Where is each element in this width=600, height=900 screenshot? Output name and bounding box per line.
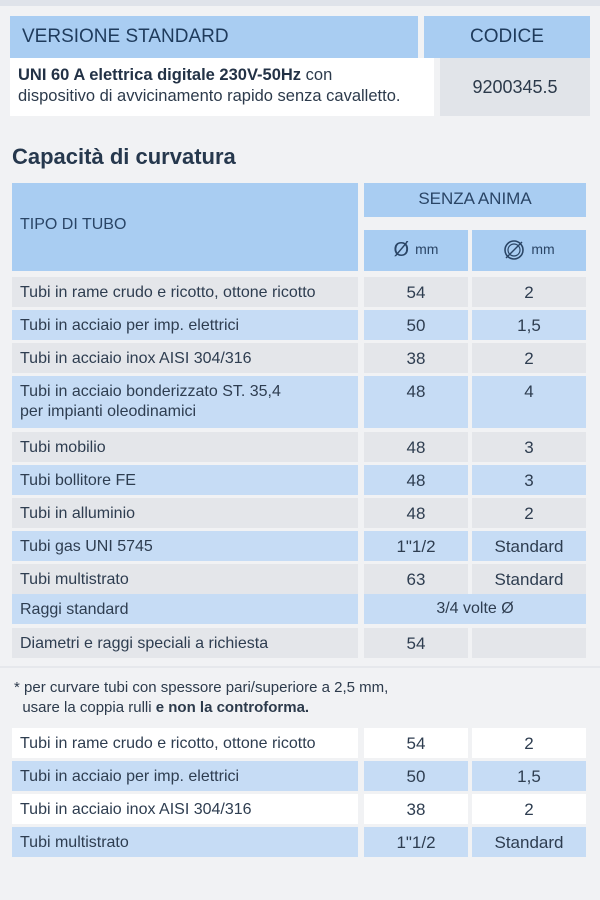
table-row	[12, 728, 586, 758]
divider	[0, 666, 600, 668]
row-diameter: 1"1/2	[364, 827, 468, 857]
column-header-thickness	[472, 230, 586, 271]
row-diameter: 48	[364, 498, 468, 528]
table-row	[12, 432, 586, 462]
table-row	[12, 564, 586, 594]
row-type: Tubi in rame crudo e ricotto, ottone ricotto	[12, 277, 358, 307]
row-diameter: 54	[364, 277, 468, 307]
column-header-type: TIPO DI TUBO	[12, 183, 358, 271]
table-row	[12, 628, 586, 658]
row-type	[12, 376, 358, 428]
row-thickness: 4	[472, 376, 586, 428]
row-type: Tubi in acciaio inox AISI 304/316	[12, 343, 358, 373]
table-row	[12, 465, 586, 495]
table-row	[12, 827, 586, 857]
row-thickness: Standard	[472, 564, 586, 594]
row-diameter: 50	[364, 310, 468, 340]
footnote-emphasis: e non la controforma.	[155, 699, 310, 716]
row-type: Raggi standard	[12, 594, 358, 624]
row-combined-value: 3/4 volte Ø	[364, 594, 586, 624]
row-thickness: Standard	[472, 827, 586, 857]
table-row	[12, 498, 586, 528]
row-thickness: 2	[472, 343, 586, 373]
row-diameter: 1"1/2	[364, 531, 468, 561]
row-thickness: 2	[472, 794, 586, 824]
row-type: Tubi in acciaio inox AISI 304/316	[12, 794, 358, 824]
row-thickness: Standard	[472, 531, 586, 561]
code-header: CODICE	[424, 16, 590, 58]
row-diameter: 63	[364, 564, 468, 594]
row-thickness: 3	[472, 432, 586, 462]
product-detail: dispositivo di avvicinamento rapido senza cavalletto.	[18, 87, 401, 105]
table-row	[12, 310, 586, 340]
table-row	[12, 376, 586, 428]
top-band	[0, 0, 600, 6]
row-diameter: 48	[364, 376, 468, 428]
table-row	[12, 531, 586, 561]
row-type: Diametri e raggi speciali a richiesta	[12, 628, 358, 658]
row-type-line2: per impianti oleodinamici	[20, 403, 197, 420]
row-diameter: 54	[364, 728, 468, 758]
product-name-rest: con	[301, 66, 333, 84]
row-type: Tubi in rame crudo e ricotto, ottone ricotto	[12, 728, 358, 758]
row-thickness: 2	[472, 498, 586, 528]
row-diameter: 48	[364, 432, 468, 462]
row-thickness: 1,5	[472, 310, 586, 340]
row-thickness: 1,5	[472, 761, 586, 791]
row-thickness: 2	[472, 277, 586, 307]
column-header-group: SENZA ANIMA	[364, 183, 586, 217]
product-code: 9200345.5	[440, 58, 590, 116]
row-type: Tubi mobilio	[12, 432, 358, 462]
table-row	[12, 794, 586, 824]
footnote-line1: * per curvare tubi con spessore pari/superiore a 2,5 mm,	[14, 679, 389, 696]
row-type: Tubi in alluminio	[12, 498, 358, 528]
table-row	[12, 761, 586, 791]
table-row	[12, 594, 586, 624]
diameter-icon: Ø	[393, 239, 410, 262]
footnote-line2: usare la coppia rulli	[14, 699, 156, 716]
product-name: UNI 60 A elettrica digitale 230V-50Hz	[18, 66, 302, 84]
row-thickness	[472, 628, 586, 658]
product-description	[10, 58, 434, 116]
column-b-unit: mm	[531, 241, 555, 257]
row-thickness: 2	[472, 728, 586, 758]
row-diameter: 38	[364, 794, 468, 824]
row-diameter: 50	[364, 761, 468, 791]
column-header-diameter	[364, 230, 468, 271]
footnote	[14, 678, 388, 718]
row-diameter: 38	[364, 343, 468, 373]
row-type: Tubi in acciaio per imp. elettrici	[12, 310, 358, 340]
table-row	[12, 277, 586, 307]
column-a-unit: mm	[415, 241, 439, 257]
row-thickness: 3	[472, 465, 586, 495]
row-diameter: 54	[364, 628, 468, 658]
row-diameter: 48	[364, 465, 468, 495]
row-type: Tubi multistrato	[12, 827, 358, 857]
row-type: Tubi bollitore FE	[12, 465, 358, 495]
row-type: Tubi multistrato	[12, 564, 358, 594]
row-type: Tubi gas UNI 5745	[12, 531, 358, 561]
tube-thickness-icon	[503, 239, 525, 261]
row-type-line1: Tubi in acciaio bonderizzato ST. 35,4	[20, 383, 281, 400]
row-type: Tubi in acciaio per imp. elettrici	[12, 761, 358, 791]
section-title: Capacità di curvatura	[12, 144, 236, 169]
version-header: VERSIONE STANDARD	[10, 16, 418, 58]
table-row	[12, 343, 586, 373]
